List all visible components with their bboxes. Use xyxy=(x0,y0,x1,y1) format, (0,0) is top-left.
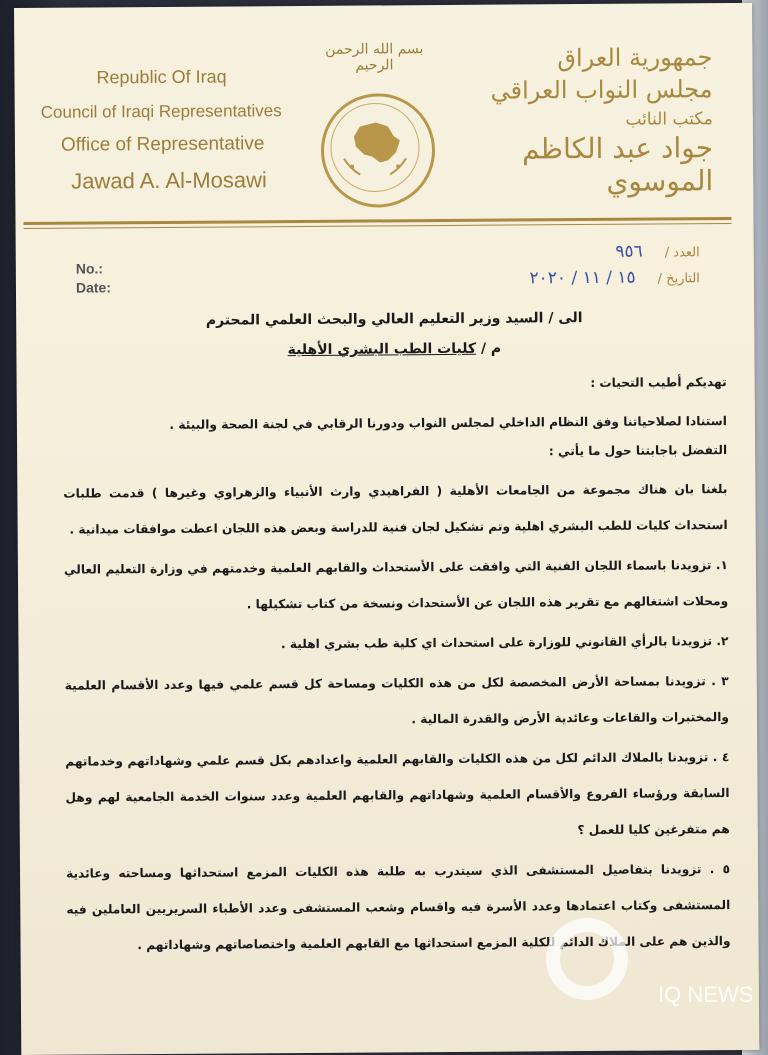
document-number: ٩٥٦ xyxy=(615,241,643,262)
letter-body xyxy=(62,309,731,968)
news-logo-icon xyxy=(546,918,628,1000)
addressee: الى / السيد وزير التعليم العالي والبحث العلمي المحترم xyxy=(205,310,583,329)
subject-prefix: م / xyxy=(480,340,502,357)
reference-fields xyxy=(76,259,111,297)
document-date: ١٥ / ١١ / ٢٠٢٠ xyxy=(529,267,636,289)
basmala: بسم الله الرحمن الرحيم xyxy=(325,41,424,74)
letterhead-council: Council of Iraqi Representatives xyxy=(40,101,282,122)
request-item-3: ٣ . تزويدنا بمساحة الأرض المخصصة لكل من هذه الكليات ومساحة كل قسم علمي فيها وعدد الأقسام العلمية والمختبرات والقاعات وعائدية الأرض والقدرة المالية . xyxy=(64,674,730,727)
intro-paragraph: استنادا لصلاحياتنا وفق النظام الداخلي لمجلس النواب ودورنا الرقابي في لجنة الصحة والبيئة . xyxy=(169,414,727,432)
letterhead-country-ar: جمهورية العراق xyxy=(557,43,713,73)
letterhead-name: Jawad A. Al-Mosawi xyxy=(71,167,267,194)
number-label-ar: العدد / xyxy=(664,245,700,261)
subject-line xyxy=(62,339,726,360)
greeting: تهديكم أطيب التحيات : xyxy=(590,375,727,390)
letter-paper xyxy=(14,3,759,1055)
council-emblem-icon xyxy=(321,93,436,208)
letterhead-arabic xyxy=(472,43,713,199)
letterhead-country: Republic Of Iraq xyxy=(96,66,227,88)
watermark-text: IQ NEWS xyxy=(658,982,754,1007)
request-item-5: ٥ . تزويدنا بتفاصيل المستشفى الذي سيتدرب به طلبة هذه الكليات المزمع استحداثها ومساحته وعائدية المستشفى وكتاب اعتمادها وعدد الأسرة فيه واقسام وشعب المستشفى وعدد الأطباء السريريين العاملين فيه والذين هم على الملاك الدائم للكلية المزمع استحداثها مع القابهم العلمية واختصاصاتهم وشهاداتهم . xyxy=(65,862,731,953)
request-item-1: ١. تزويدنا باسماء اللجان الفنية التي وافقت على الأستحداث والقابهم العلمية وخدمتهم في وزارة التعليم العالي ومحلات اشتغالهم مع تقرير هذه اللجان عن الأستحداث ونسخة من كتاب تشكيلها . xyxy=(63,558,729,612)
request-line: التفضل باجابتنا حول ما يأتي : xyxy=(548,443,728,459)
date-label: Date: xyxy=(75,279,112,296)
date-label-ar: التاريخ / xyxy=(657,271,700,287)
letterhead-english xyxy=(40,66,321,195)
letterhead-office: Office of Representative xyxy=(60,133,265,156)
letterhead-office-ar: مكتب النائب xyxy=(625,109,713,130)
subject: كليات الطب البشري الأهلية xyxy=(287,340,477,359)
number-label: No.: xyxy=(75,260,104,277)
background-paragraph: بلغنا بان هناك مجموعة من الجامعات الأهلية ( الفراهيدي وارث الأنبياء والزهراوي وغيرها ) قدمت طلبات استحداث كليات للطب البشري اهلية وتم تشكيل لجان فنية للدراسة وبعض هذه اللجان اعطت موافقات ميدانية . xyxy=(63,482,728,537)
letterhead-name-ar: جواد عبد الكاظم الموسوي xyxy=(521,131,714,198)
request-item-2: ٢. تزويدنا بالرأي القانوني للوزارة على استحداث اي كلية طب بشري اهلية . xyxy=(280,634,729,652)
letterhead-council-ar: مجلس النواب العراقي xyxy=(490,75,713,105)
request-item-4: ٤ . تزويدنا بالملاك الدائم لكل من هذه الكليات والقابهم العلمية واعدادهم بكل قسم علمي وشهاداتهم وخدماتهم السابقة ورؤساء الفروع والأقسام العلمية وشهاداتهم والقابهم العلمية وعدد سنوات الخدمة الجامعية لهم وهل هم متفرغين كليا للعمل ؟ xyxy=(65,750,730,838)
reference-fields-ar xyxy=(529,239,700,292)
